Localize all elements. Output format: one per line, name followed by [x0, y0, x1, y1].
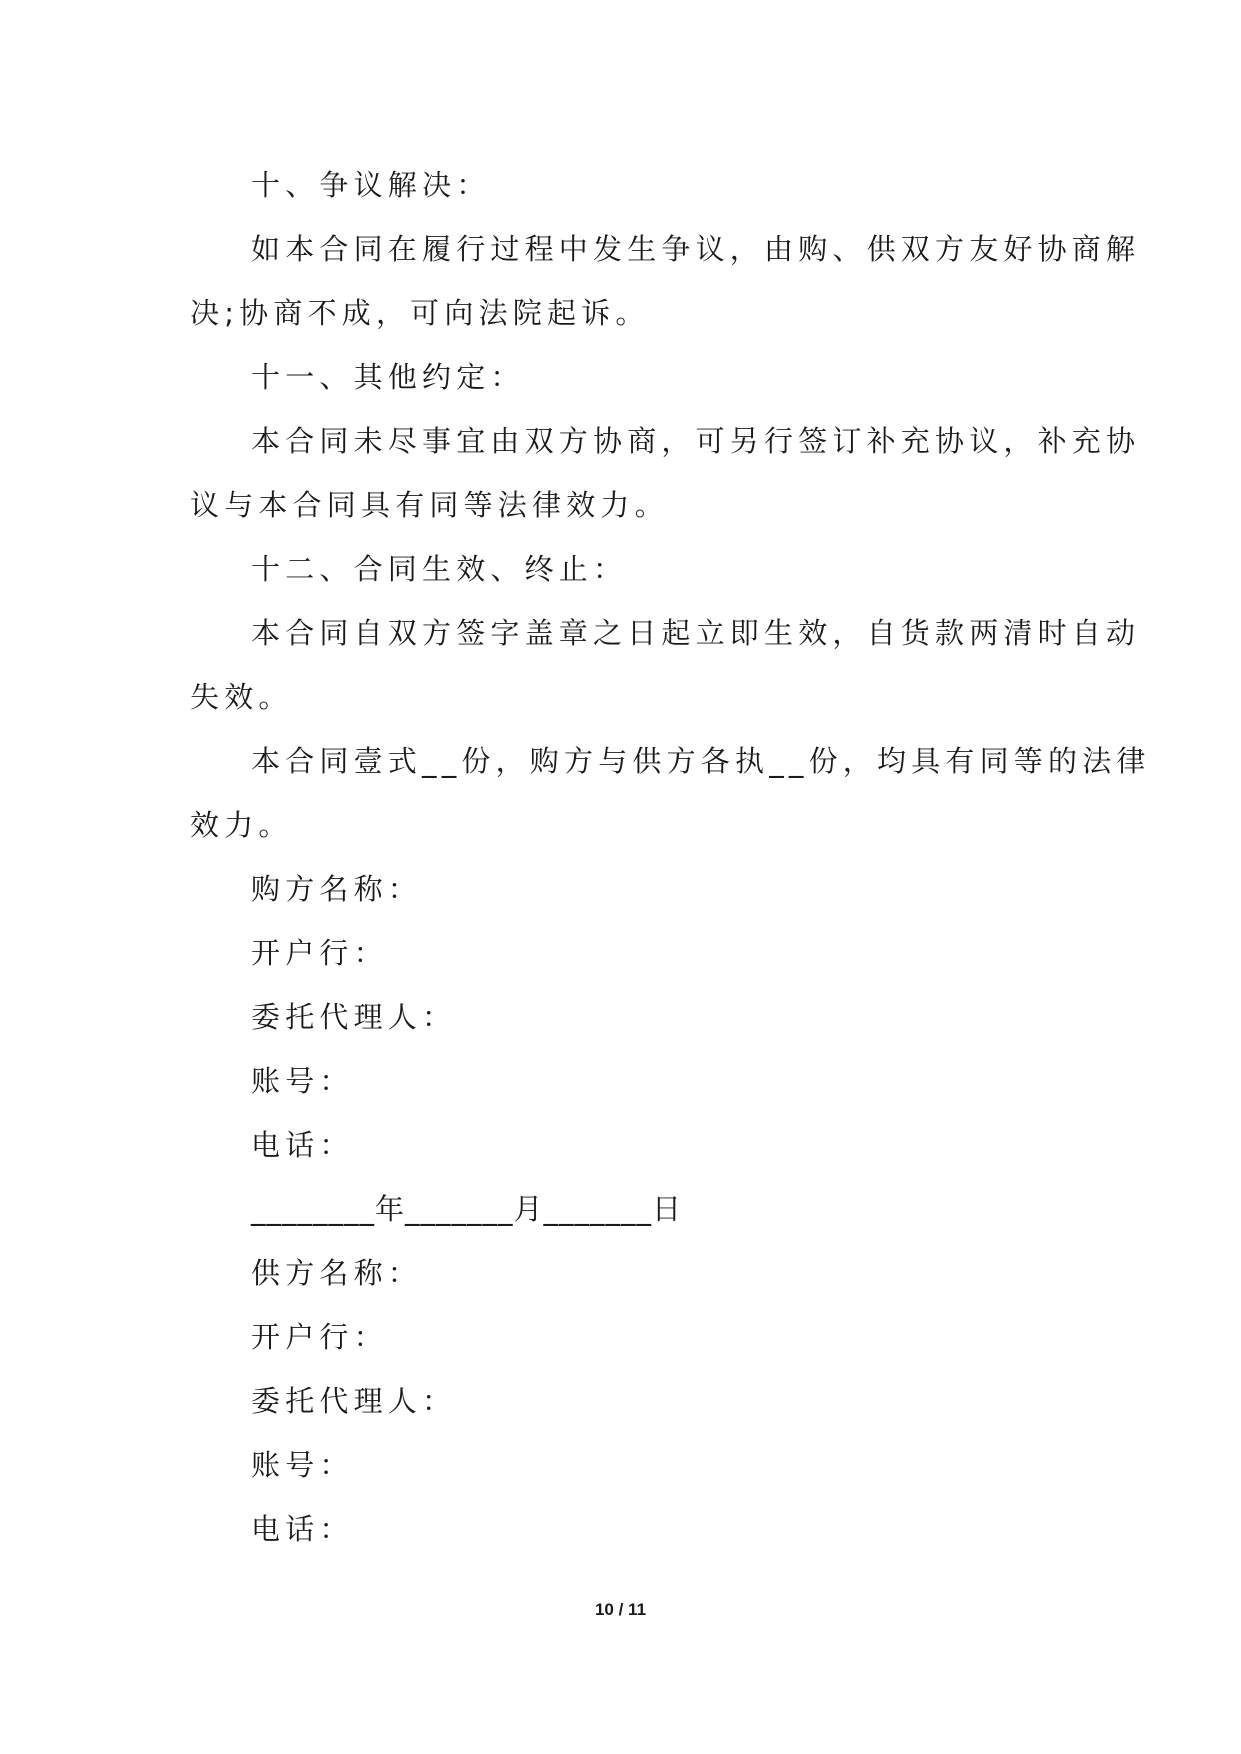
paragraph-line: 本合同壹式__份，购方与供方各执__份，均具有同等的法律	[251, 744, 1151, 778]
paragraph-line: 本合同未尽事宜由双方协商，可另行签订补充协议，补充协	[251, 424, 1141, 458]
seller-bank-field: 开户行：	[251, 1320, 388, 1354]
paragraph-line: 效力。	[190, 808, 293, 842]
seller-account-field: 账号：	[251, 1448, 354, 1482]
paragraph-line: 本合同自双方签字盖章之日起立即生效，自货款两清时自动	[251, 616, 1141, 650]
buyer-phone-field: 电话：	[251, 1128, 354, 1162]
buyer-account-field: 账号：	[251, 1064, 354, 1098]
seller-phone-field: 电话：	[251, 1512, 354, 1546]
section-heading-other: 十一、其他约定：	[251, 360, 525, 394]
page-number: 10 / 11	[594, 1600, 647, 1619]
buyer-bank-field: 开户行：	[251, 936, 388, 970]
section-heading-effect: 十二、合同生效、终止：	[251, 552, 628, 586]
buyer-name-field: 购方名称：	[251, 872, 423, 906]
buyer-agent-field: 委托代理人：	[251, 1000, 457, 1034]
seller-agent-field: 委托代理人：	[251, 1384, 457, 1418]
paragraph-line: 议与本合同具有同等法律效力。	[190, 488, 669, 522]
paragraph-line: 如本合同在履行过程中发生争议，由购、供双方友好协商解	[251, 232, 1141, 266]
date-line: ________年_______月_______日	[251, 1192, 683, 1226]
seller-name-field: 供方名称：	[251, 1256, 423, 1290]
section-heading-dispute: 十、争议解决：	[251, 168, 491, 202]
paragraph-line: 决;协商不成，可向法院起诉。	[190, 296, 650, 330]
paragraph-line: 失效。	[190, 680, 293, 714]
